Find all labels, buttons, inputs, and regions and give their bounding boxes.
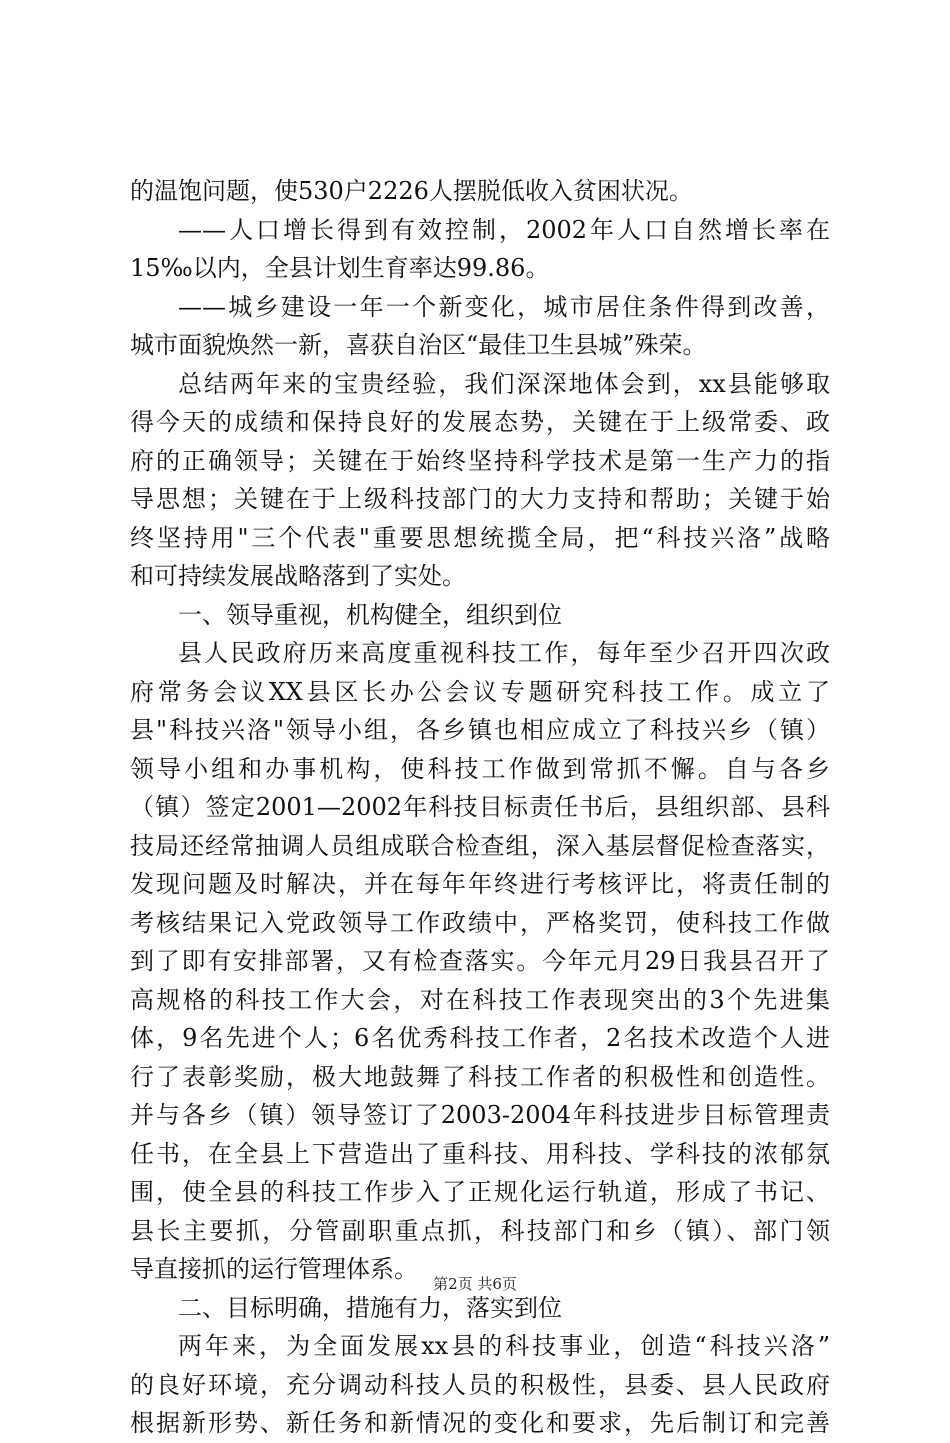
text-line: 得今天的成绩和保持良好的发展态势，关键在于上级常委、政 (130, 408, 830, 436)
text-line: 体，9名先进个人；6名优秀科技工作者，2名技术改造个人进 (130, 1024, 830, 1052)
text-line: 任书，在全县上下营造出了重科技、用科技、学科技的浓郁氛 (130, 1139, 830, 1168)
text-line: 导思想；关键在于上级科技部门的大力支持和帮助；关键于始 (130, 485, 830, 513)
text-line: 府常务会议XX县区长办公会议专题研究科技工作。成立了 (130, 677, 830, 706)
text-line: （镇）签定2001—2002年科技目标责任书后，县组织部、县科 (130, 793, 830, 821)
text-line: 二、目标明确，措施有力，落实到位 (178, 1293, 562, 1322)
document-body (130, 172, 830, 1443)
text-line: 的良好环境，充分调动科技人员的积极性，县委、县人民政府 (130, 1370, 830, 1399)
text-line: 根据新形势、新任务和新情况的变化和要求，先后制订和完善 (130, 1409, 830, 1437)
text-line: 考核结果记入党政领导工作政绩中，严格奖罚，使科技工作做 (130, 908, 830, 937)
text-line: 领导小组和办事机构，使科技工作做到常抓不懈。自与各乡 (130, 754, 830, 783)
text-line: 到了即有安排部署，又有检查落实。今年元月29日我县召开了 (130, 947, 830, 975)
page-footer: 第2页 共6页 (433, 1275, 517, 1293)
text-line: 府的正确领导；关键在于始终坚持科学技术是第一生产力的指 (130, 446, 830, 475)
text-line: 县长主要抓，分管副职重点抓，科技部门和乡（镇）、部门领 (130, 1216, 830, 1245)
text-line: 围，使全县的科技工作步入了正规化运行轨道，形成了书记、 (130, 1178, 830, 1206)
text-line: 技局还经常抽调人员组成联合检查组，深入基层督促检查落实， (130, 831, 830, 860)
text-line: 高规格的科技工作大会，对在科技工作表现突出的3个先进集 (130, 985, 830, 1014)
text-line: 15‰以内，全县计划生育率达99.86。 (130, 254, 550, 282)
text-line: 总结两年来的宝贵经验，我们深深地体会到，xx县能够取 (178, 369, 830, 398)
text-line: ——城乡建设一年一个新变化，城市居住条件得到改善， (178, 292, 830, 321)
text-line: 并与各乡（镇）领导签订了2003-2004年科技进步目标管理责 (130, 1101, 830, 1129)
text-line: 导直接抓的运行管理体系。 (130, 1255, 418, 1283)
text-line: 城市面貌焕然一新，喜获自治区“最佳卫生县城”殊荣。 (130, 331, 707, 359)
text-line: 行了表彰奖励，极大地鼓舞了科技工作者的积极性和创造性。 (130, 1062, 830, 1091)
text-line: ——人口增长得到有效控制，2002年人口自然增长率在 (178, 215, 830, 244)
text-line: 发现问题及时解决，并在每年年终进行考核评比，将责任制的 (130, 870, 830, 898)
text-line: 县"科技兴洛"领导小组，各乡镇也相应成立了科技兴乡（镇） (130, 716, 830, 744)
text-line: 一、领导重视，机构健全，组织到位 (178, 600, 562, 629)
text-line: 县人民政府历来高度重视科技工作，每年至少召开四次政 (178, 639, 830, 667)
text-line: 和可持续发展战略落到了实处。 (130, 562, 466, 590)
text-line: 两年来，为全面发展xx县的科技事业，创造“科技兴洛” (178, 1332, 830, 1360)
text-line: 终坚持用"三个代表"重要思想统揽全局，把“科技兴洛”战略 (130, 523, 830, 552)
text-line: 的温饱问题，使530户2226人摆脱低收入贫困状况。 (130, 177, 693, 205)
